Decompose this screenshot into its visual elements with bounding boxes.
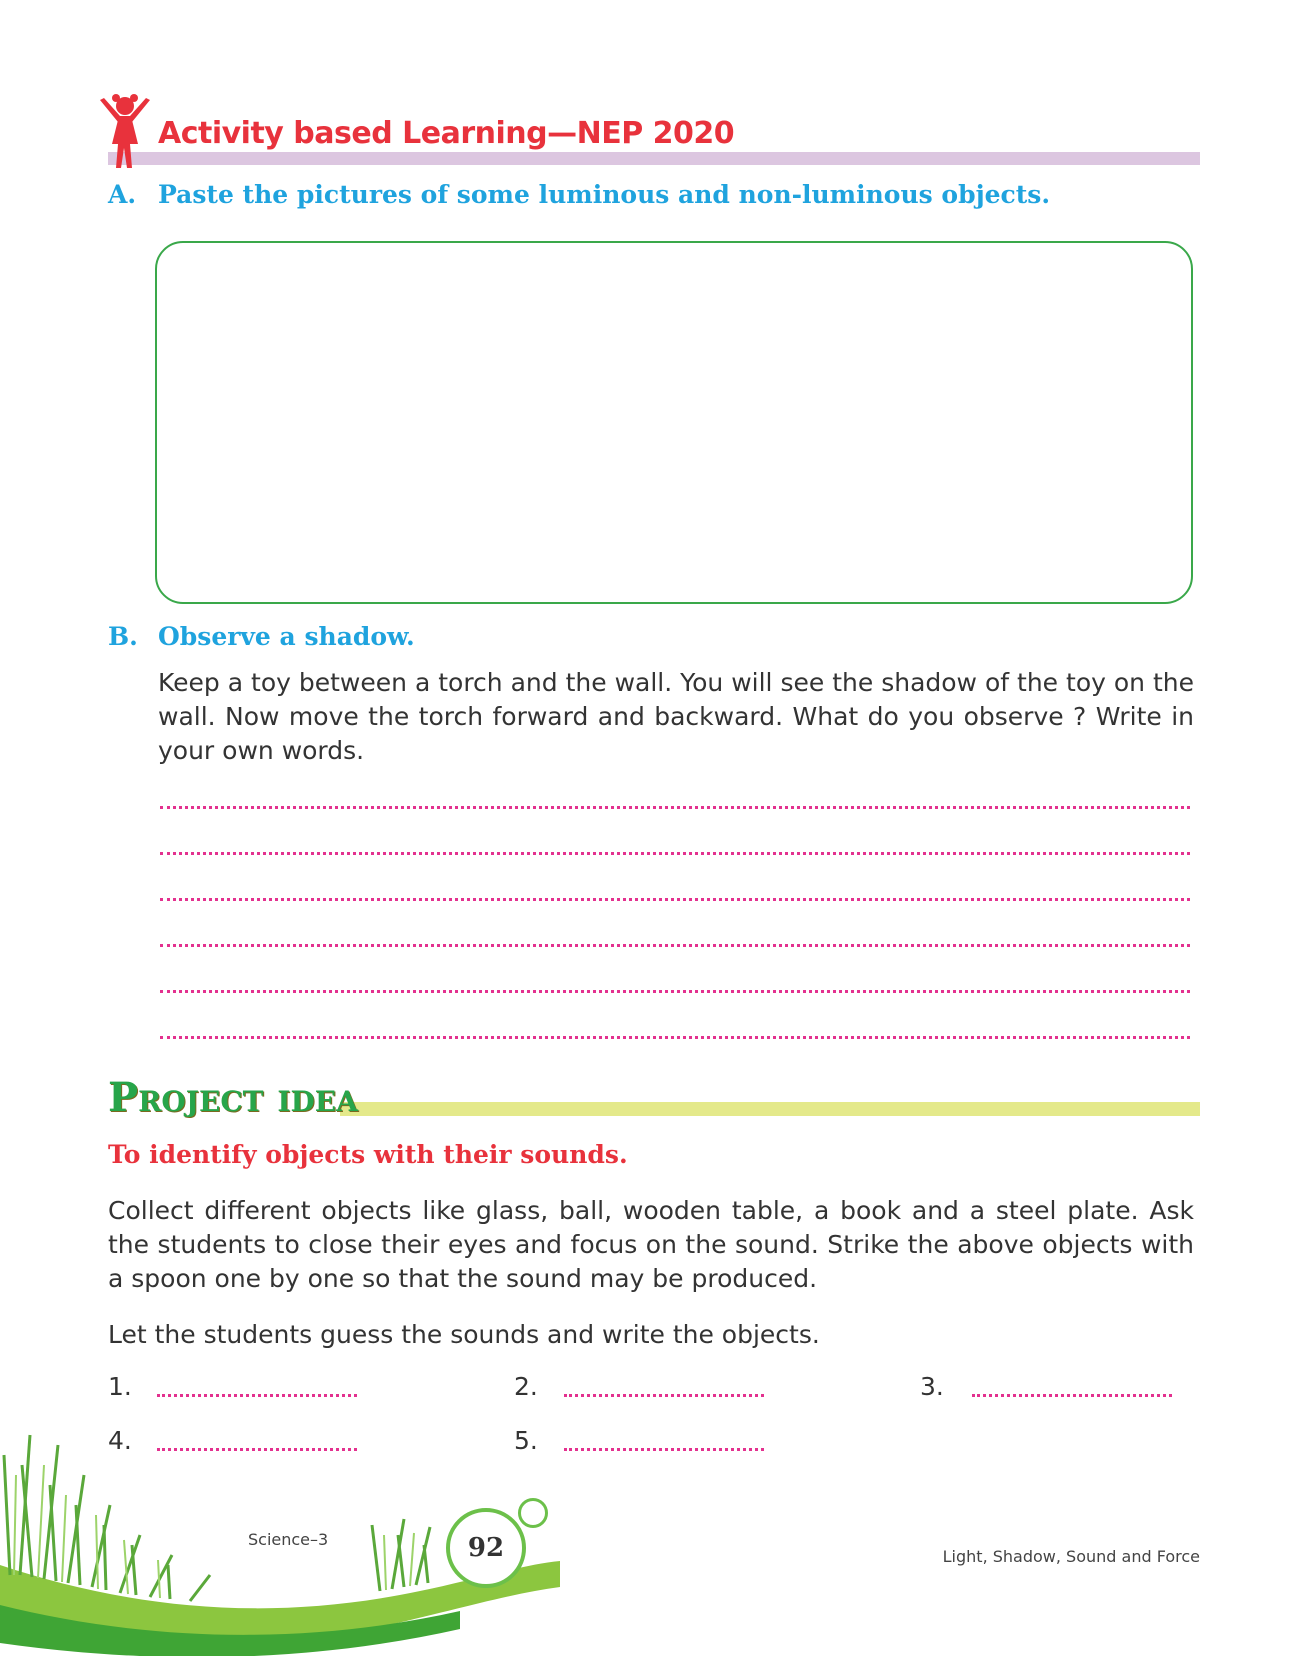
section-b-letter: B. bbox=[108, 622, 138, 651]
answer-line[interactable] bbox=[160, 1036, 1190, 1039]
answer-number: 2. bbox=[514, 1372, 538, 1401]
section-b-heading bbox=[108, 622, 415, 651]
section-a-heading bbox=[108, 180, 1050, 209]
paste-pictures-box[interactable] bbox=[155, 241, 1193, 604]
project-instruction: Let the students guess the sounds and write the objects. bbox=[108, 1320, 820, 1349]
section-b-body: Keep a toy between a torch and the wall. You will see the shadow of the toy on the wall. Now move the torch forward and backward. What do you observe ? Write in your own words. bbox=[158, 668, 1194, 765]
section-b-text: Observe a shadow. bbox=[158, 622, 415, 651]
answer-line[interactable] bbox=[160, 944, 1190, 947]
answer-line[interactable] bbox=[160, 898, 1190, 901]
answer-number: 3. bbox=[920, 1372, 944, 1401]
page-bubble-icon bbox=[518, 1498, 548, 1528]
answer-slot[interactable] bbox=[157, 1394, 357, 1397]
project-subtitle: To identify objects with their sounds. bbox=[108, 1140, 628, 1169]
project-bar bbox=[340, 1102, 1200, 1116]
footer-chapter: Light, Shadow, Sound and Force bbox=[942, 1547, 1200, 1566]
answer-number: 4. bbox=[108, 1426, 132, 1455]
answer-line[interactable] bbox=[160, 852, 1190, 855]
project-title: Project idea bbox=[108, 1074, 358, 1121]
answer-number: 5. bbox=[514, 1426, 538, 1455]
footer-book-title: Science–3 bbox=[248, 1530, 329, 1549]
header-bar bbox=[108, 152, 1200, 165]
page-number: 92 bbox=[446, 1508, 526, 1588]
project-body: Collect different objects like glass, ball, wooden table, a book and a steel plate. Ask the students to close their eyes and focus on the sound. Strike the above objects with a spoon one by one so that the sound may be produced. bbox=[108, 1196, 1194, 1293]
answer-number: 1. bbox=[108, 1372, 132, 1401]
section-a-letter: A. bbox=[108, 180, 137, 209]
answer-line[interactable] bbox=[160, 806, 1190, 809]
answer-slot[interactable] bbox=[564, 1448, 764, 1451]
activity-title: Activity based Learning—NEP 2020 bbox=[158, 116, 740, 151]
answer-slot[interactable] bbox=[564, 1394, 764, 1397]
answer-line[interactable] bbox=[160, 990, 1190, 993]
answer-slot[interactable] bbox=[972, 1394, 1172, 1397]
girl-cheering-icon bbox=[96, 92, 154, 172]
section-a-text: Paste the pictures of some luminous and non-luminous objects. bbox=[158, 180, 1051, 209]
